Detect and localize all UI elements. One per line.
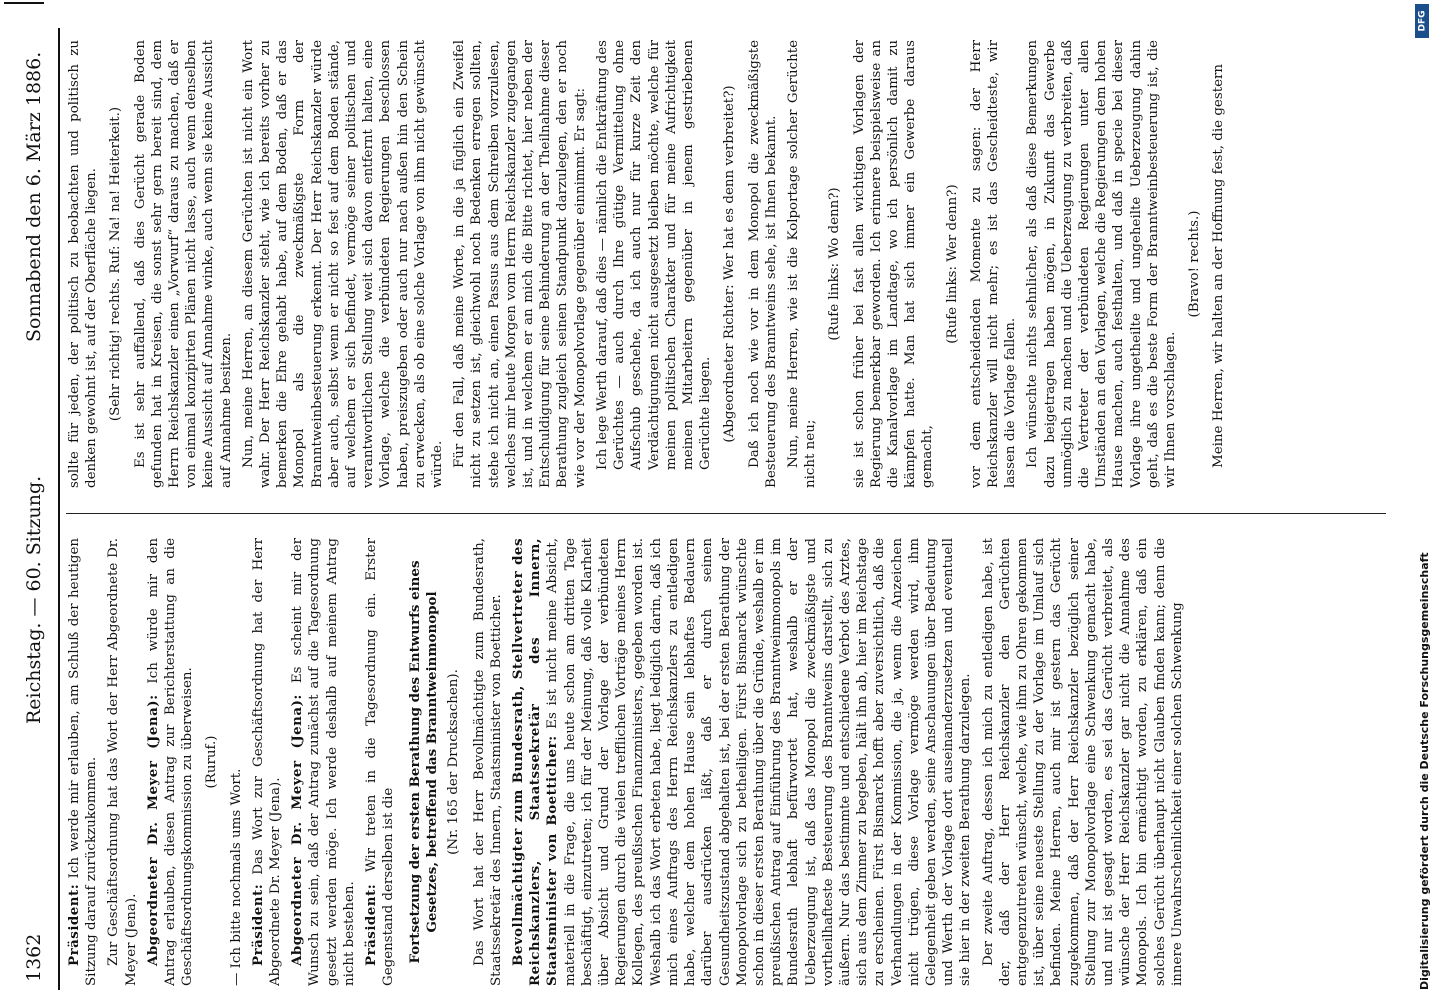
- text-paragraph: Für den Fall, daß meine Worte, in die ja füglich ein Zweifel nicht zu setzen ist, gleichwohl noch Bedenken erregen sollten, stehe ich nicht an, einen Passus aus dem Schreiben vorzulesen, welches mir heute Morgen vom Herrn Reichskanzler zugegangen ist, und in welchem er an mich die Bitte richtet, hier neben der Entschuldigung für seine Behinderung an der Theilnahme dieser Berathung zugleich seinen Standpunkt darzulegen, den er noch wie vor der Monopolvorlage gegenüber einnimmt. Er sagt:: [452, 40, 588, 488]
- speech-paragraph: [66, 538, 100, 986]
- header-rule: [58, 28, 60, 990]
- interjection: (Sehr richtig! rechts. Ruf: Na! na! Heiterkeit.): [108, 106, 124, 422]
- session-date: Sonnabend den 6. März 1886.: [23, 51, 45, 342]
- speech-paragraph: [250, 538, 284, 986]
- text-paragraph: sollte für jeden, der politisch zu beobachten und politisch zu denken gewohnt ist, auf der Oberfläche liegen.: [67, 40, 100, 488]
- speech-paragraph: [363, 538, 397, 986]
- text-paragraph: Es ist sehr auffallend, daß dies Gerücht gerade Boden gefunden hat in Kreisen, die sonst sehr gern bereit sind, dem Herrn Reichskanzler einen „Vorwurf“ daraus zu machen, daß er von einmal konzipirten Plänen nicht lasse, auch wenn denselben keine Aussicht auf Annahme winke, auch wenn sie keine Aussicht auf Annahme besitzen.: [132, 40, 234, 488]
- text-paragraph: — Ich bitte nochmals ums Wort.: [228, 768, 244, 986]
- left-text-column: [66, 538, 1386, 986]
- interjection: (Abgeordneter Richter: Wer hat es denn verbreitet?): [722, 85, 738, 443]
- text-paragraph: sie ist schon früher bei fast allen wichtigen Vorlagen der Regierung bemerkbar geworden. Ich erinnere beispielsweise an die Kanalvorlage im Landtage, wo ich persönlich damit zu kämpfen hatte. Man hat sich immer ein Gewerbe daraus gemacht,: [851, 40, 936, 488]
- speech-paragraph: [289, 538, 358, 986]
- speaker-name: Präsident:: [363, 883, 380, 966]
- text-paragraph: Ich wünschte nichts sehnlicher, als daß diese Bemerkungen dazu beigetragen haben mögen, in Zukunft das Gewerbe unmöglich zu machen und die Ueberzeugung zu verbreiten, daß die Vertreter der verbündeten Regierungen unter allen Umständen an den Vorlagen, welche die Regierungen dem hohen Hause machen, auch festhalten, und daß in specie bei dieser Vorlage ihre ungetheilte und ungeheilte Ueberzeugung dahin geht, daß es die beste Form der Branntweinbesteuerung ist, die wir Ihnen vorschlagen.: [1025, 40, 1178, 488]
- text-paragraph: Meine Herren, wir halten an der Hoffnung fest, die gestern: [1211, 63, 1227, 468]
- text-paragraph: Zur Geschäftsordnung hat das Wort der Herr Abgeordnete Dr. Meyer (Jena).: [106, 538, 139, 986]
- text-paragraph: Daß ich noch wie vor in dem Monopol die zweckmäßigste Besteuerung des Branntweins sehe, ist Ihnen bekannt.: [746, 40, 779, 488]
- digitization-note: Digitalisierung gefördert durch die Deutsche Forschungsgemeinschaft: [1418, 552, 1431, 990]
- speaker-name: Präsident:: [249, 883, 266, 966]
- session-title: Reichstag. — 60. Sitzung.: [23, 475, 45, 724]
- text-paragraph: Der zweite Auftrag, dessen ich mich zu entledigen habe, ist der, daß der Herr Reichskanzler den Gerüchten entgegenzutreten wünscht, welche, wie ihm zu Ohren gekommen ist, über seine neueste Stellung zu der Vorlage im Umlauf sich befinden. Meine Herren, auch mir ist gestern das Gerücht zugekommen, daß der Herr Reichskanzler bezüglich seiner Stellung zur Monopolvorlage eine Schwenkung gemacht habe, und nur ist gesagt worden, es sei das Gerücht verbreitet, als wünsche der Herr Reichskanzler gar nicht die Annahme des Monopols. Ich bin ermächtigt worden, zu erklären, daß ein solches Gerücht überhaupt nicht Glauben finden kann; denn die innere Unwahrscheinlichkeit einer solchen Schwenkung: [980, 538, 1185, 986]
- speech-text: Ich werde mir erlauben, am Schluß der heutigen Sitzung darauf zurückzukommen.: [67, 538, 100, 986]
- interjection: (Rufe links: Wer denn?): [944, 184, 960, 344]
- running-head: [23, 30, 54, 982]
- speaker-name: Abgeordneter Dr. Meyer (Jena):: [144, 694, 161, 966]
- right-text-column: [66, 40, 1386, 488]
- speech-text: Wir treten in die Tagesordnung ein. Erster Gegenstand derselben ist die: [364, 538, 397, 986]
- quoted-letter: Ich lege Werth darauf, daß dies — nämlich die Entkräftung des Gerüchtes — auch durch Ihre gütige Vermittelung ohne Aufschub geschehe, da ich auch nur für kurze Zeit den Verdächtigungen nicht ausgesetzt bleiben möchte, welche für meinen politischen Charakter und für meine Aufrichtigkeit meinen Mitarbeitern gegenüber in jenem gestriebenen Gerüchte liegen.: [594, 40, 714, 470]
- speech-text: Es scheint mir der Wunsch zu sein, daß der Antrag zunächst auf die Tagesordnung gesetzt werden möge. Ich werde deshalb auf meinem Antrag nicht bestehen.: [290, 538, 357, 986]
- speech-text: Das Wort zur Geschäftsordnung hat der Herr Abgeordnete Dr. Meyer (Jena).: [250, 538, 284, 986]
- agenda-reference: (Nr. 165 der Drucksachen).: [446, 669, 462, 855]
- column-divider: [66, 513, 1386, 514]
- speaker-name: Abgeordneter Dr. Meyer (Jena):: [289, 694, 306, 966]
- speech-text: Es ist nicht meine Absicht, materiell in die Frage, die uns heute schon am dritten Tage beschäftigt, einzutreten; ich für der Meinung, daß volle Klarheit über Absicht und Grund der Vorlage der verbündeten Regierungen durch die vielen trefflichen Vorträge meines Herrn Kollegen, des preußischen Finanzministers, gegeben worden ist. Weshalb ich das Wort erbeten habe, liegt lediglich darin, daß ich mich eines Auftrags des Herrn Reichskanzlers zu entledigen habe, welcher dem hohen Hause sein lebhaftes Bedauern darüber ausdrücken läßt, daß er durch seinen Gesundheitszustand abgehalten ist, bei der ersten Berathung der Monopolvorlage sich zu betheiligen. Fürst Bismarck wünschte schon in dieser ersten Berathung über die Gründe, weshalb er im preußischen Antrag auf Einführung des Branntweinmonopols im Bundesrath lebhaft befürwortet hat, weshalb er der Ueberzeugung ist, daß das Monopol die zweckmäßigste und vortheilhafteste Besteuerung des Branntweins darstellt, sich zu äußern. Nur das bestimmte und entschiedene Verbot des Arztes, sich aus dem Zimmer zu begeben, hält ihn ab, hier im Reichstage zu erscheinen. Fürst Bismarck hofft aber zuversichtlich, daß die Verhandlungen in der Kommission, die ja, wenn die Anzeichen nicht trügen, diese Vorlage vermöge werden wird, ihm Gelegenheit geben werden, seine Anschauungen über Bedeutung und Werth der Vorlage dort auseinanderzusetzen und eventuell sie hier in der zweiten Berathung darzulegen.: [545, 538, 974, 986]
- speech-paragraph: [145, 538, 197, 986]
- text-paragraph: Das Wort hat der Herr Bevollmächtigte zum Bundesrath, Staatssekretär des Innern, Staatsminister von Boetticher.: [471, 538, 504, 986]
- dfg-logo: [1415, 4, 1429, 38]
- text-paragraph: vor dem entscheidenden Momente zu sagen: der Herr Reichskanzler will nicht mehr; es ist das Gescheidteste, wir lassen die Vorlage fallen.: [968, 40, 1019, 488]
- speaker-name: Präsident:: [66, 883, 82, 966]
- agenda-heading: Fortsetzung der ersten Berathung des Entwurfs eines Gesetzes, betreffend das Branntweinmonopol: [407, 560, 441, 964]
- dfg-logo-text: DFG: [1417, 10, 1428, 32]
- text-paragraph: Nun, meine Herren, wie ist die Kolportage solcher Gerüchte nicht neu;: [785, 40, 819, 488]
- speaker-name: Bevollmächtigter zum Bundesrath, Stellvertreter des Reichskanzlers, Staatssekretär des Innern, Staatsminister von Boetticher:: [510, 538, 561, 986]
- speech-text: Ich würde mir den Antrag erlauben, diesen Antrag zur Berichterstattung an die Geschäftsordnungskommission zu überweisen.: [145, 538, 196, 986]
- interjection: (Ruruf.): [204, 735, 220, 789]
- interjection: (Rufe links: Wo denn?): [827, 187, 843, 341]
- text-paragraph: Nun, meine Herren, an diesem Gerüchten ist nicht ein Wort wahr. Der Herr Reichskanzler steht, wie ich bereits vorher zu bemerken die Ehre gehabt habe, auf dem Boden, daß er das Monopol als die zweckmäßigste Form der Branntweinbesteuerung erkennt. Der Herr Reichskanzler würde aber auch, selbst wenn er nicht so fest auf dem Boden stände, auf welchem er sich befindet, vermöge seiner politischen und verantwortlichen Stellung weit sich davon entfernt halten, eine Vorlage, welche die verbündeten Regierungen beschlossen haben, preiszugeben oder auch nur nach außen hin den Schein zu erwecken, als ob eine solche Vorlage von ihm nicht gewünscht würde.: [240, 40, 446, 488]
- page-number: 1362: [23, 933, 45, 982]
- speech-paragraph: [510, 538, 974, 986]
- interjection: (Bravo! rechts.): [1187, 210, 1203, 318]
